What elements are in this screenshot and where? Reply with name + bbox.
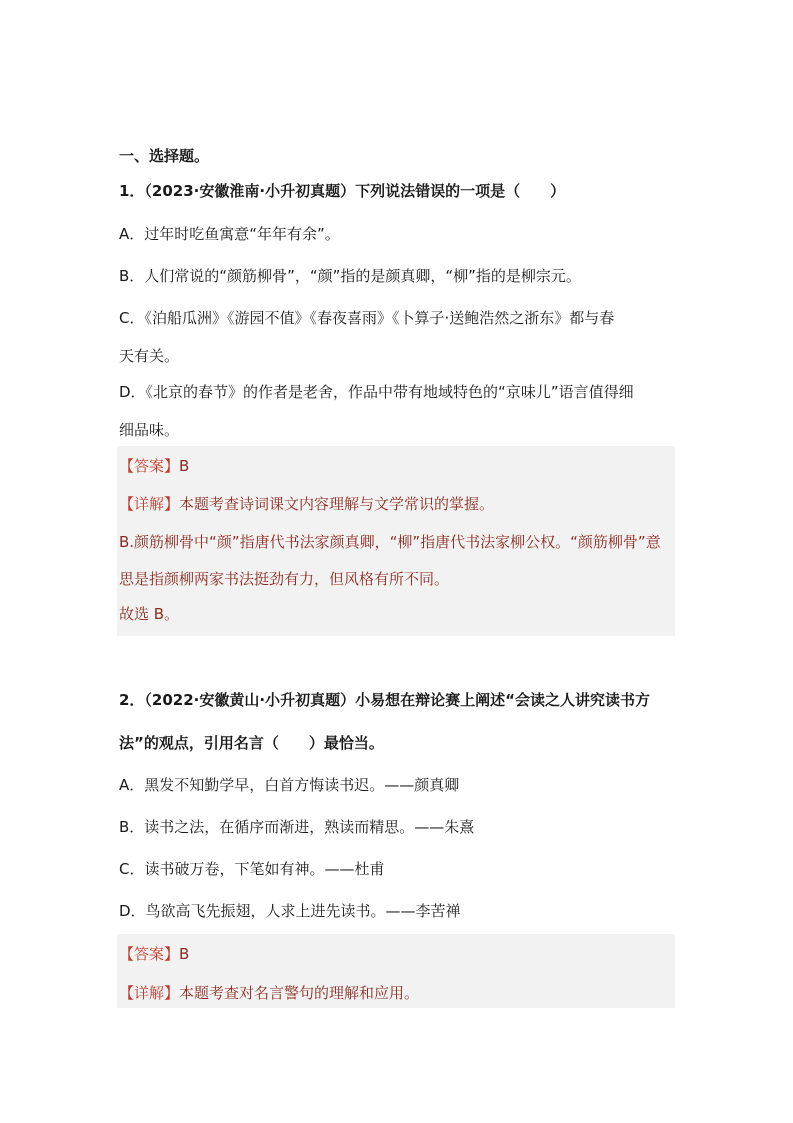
question-1-explain-line-3: 故选 B。 [119,605,180,623]
question-1-option-a: A．过年时吃鱼寓意“年年有余”。 [119,225,340,243]
question-1-option-c-cont: 天有关。 [119,347,180,365]
question-1-answer-block [117,446,675,636]
answer-tag: 【答案】 [119,457,180,475]
question-2-answer-block [117,934,675,1008]
detail-tag: 【详解】 [119,495,180,513]
question-1-explain-line-2: 思是指颜柳两家书法挺劲有力，但风格有所不同。 [119,570,450,588]
detail-tag: 【详解】 [119,984,180,1002]
question-2-option-a: A．黑发不知勤学早，白首方悔读书迟。——颜真卿 [119,776,460,794]
answer-value: B [179,945,190,963]
detail-text: 本题考查对名言警句的理解和应用。 [179,984,420,1002]
question-1-option-c: C．《泊船瓜洲》《游园不值》《春夜喜雨》《卜算子·送鲍浩然之浙东》都与春 [119,309,615,327]
question-2-answer [119,944,189,964]
question-1-detail [119,494,494,514]
section-heading: 一、选择题。 [119,147,210,165]
question-1-explain-line-1: B.颜筋柳骨中“颜”指唐代书法家颜真卿，“柳”指唐代书法家柳公权。“颜筋柳骨”意 [119,533,661,551]
answer-value: B [179,457,190,475]
question-1-option-b: B．人们常说的“颜筋柳骨”，“颜”指的是颜真卿，“柳”指的是柳宗元。 [119,267,581,285]
question-1-stem: 1．（2023·安徽淮南·小升初真题）下列说法错误的一项是（ ） [119,182,566,200]
question-2-stem: 2．（2022·安徽黄山·小升初真题）小易想在辩论赛上阐述“会读之人讲究读书方 [119,691,650,709]
question-1-option-d-cont: 细品味。 [119,421,180,439]
detail-text: 本题考查诗词课文内容理解与文学常识的掌握。 [179,495,495,513]
question-1-option-d: D．《北京的春节》的作者是老舍，作品中带有地域特色的“京味儿”语言值得细 [119,383,634,401]
question-2-option-b: B．读书之法，在循序而渐进，熟读而精思。——朱熹 [119,818,475,836]
answer-tag: 【答案】 [119,945,180,963]
question-1-answer [119,456,189,476]
question-2-detail [119,983,419,1003]
question-2-stem-cont: 法”的观点，引用名言（ ）最恰当。 [119,734,384,752]
question-2-option-c: C．读书破万卷，下笔如有神。——杜甫 [119,860,385,878]
question-2-option-d: D．鸟欲高飞先振翅，人求上进先读书。——李苦禅 [119,902,461,920]
